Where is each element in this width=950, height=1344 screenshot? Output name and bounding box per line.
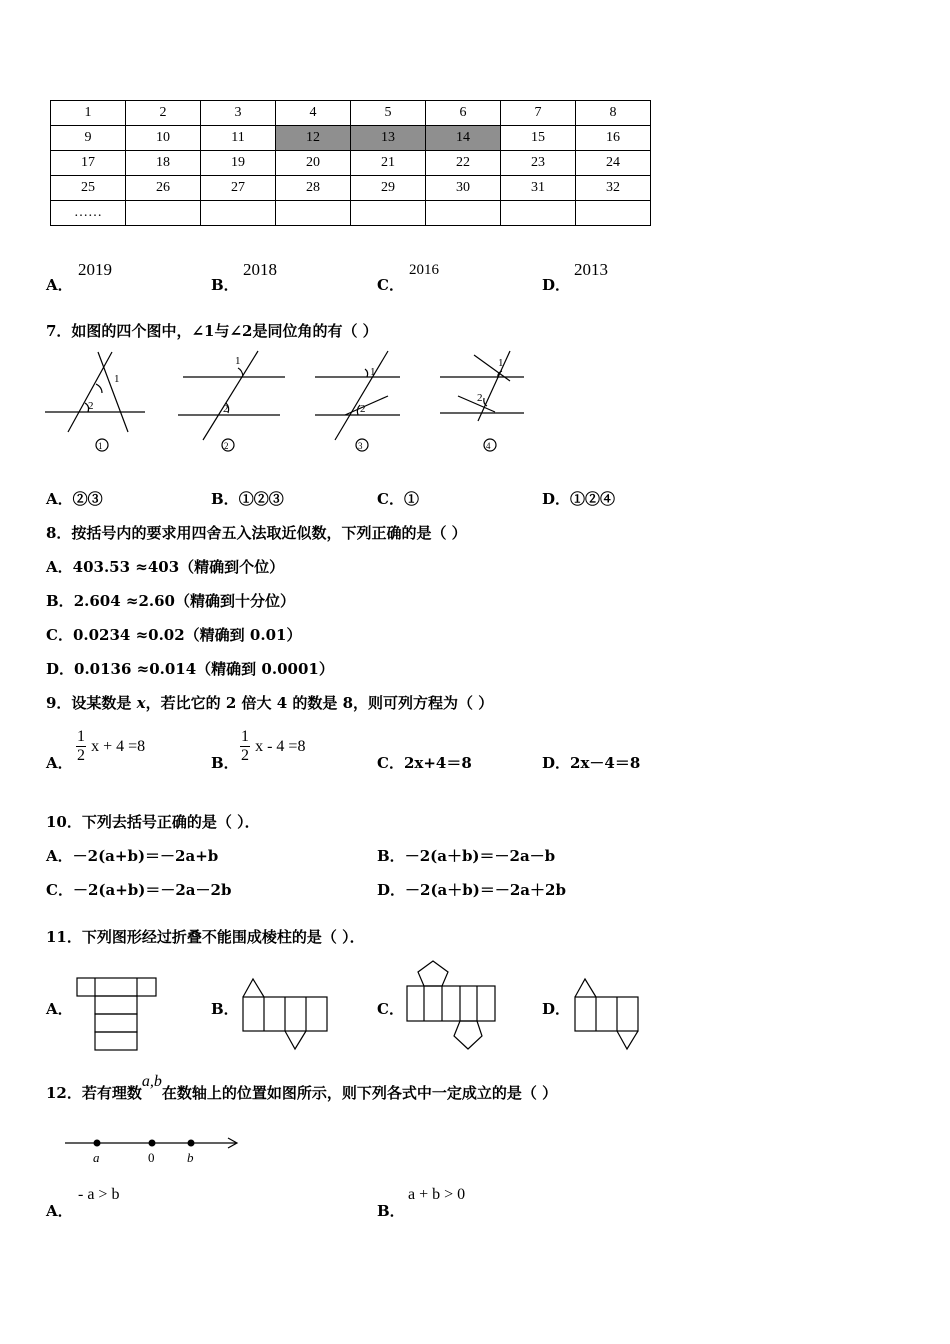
table-cell: 3 [201,101,276,126]
q11-option-b-label: B． [211,1000,239,1018]
q6-option-a-value: 2019 [78,260,112,279]
q10-option-c: C．－2(a+b)＝－2a－2b [46,881,232,899]
table-cell: 25 [51,176,126,201]
q6-option-c-value: 2016 [409,262,439,278]
table-cell: 6 [426,101,501,126]
table-cell: 23 [501,151,576,176]
q11-net-c [404,958,500,1054]
q10-option-a: A．－2(a+b)＝－2a+b [46,847,219,865]
table-cell: 5 [351,101,426,126]
table-cell: 2 [126,101,201,126]
q11-option-d-label: D． [542,1000,571,1018]
table-cell [351,201,426,226]
table-cell: 30 [426,176,501,201]
q8-option-b: B．2.604 ≈2.60（精确到十分位） [46,592,295,610]
q6-option-a-label: A． [46,276,73,294]
table-cell: 8 [576,101,651,126]
q7-figures [40,346,540,458]
table-cell: 27 [201,176,276,201]
table-cell: 17 [51,151,126,176]
table-cell [576,201,651,226]
q10-option-d: D．－2(a＋b)＝－2a＋2b [377,881,566,899]
q6-option-c-label: C． [377,276,404,294]
table-cell: 28 [276,176,351,201]
q8-stem: 8．按括号内的要求用四舍五入法取近似数，下列正确的是（ ） [46,524,467,542]
q11-net-d [572,975,644,1055]
table-row [51,201,651,226]
q12-option-b-label: B． [377,1202,405,1220]
q6-option-b-label: B． [211,276,239,294]
svg-text:1: 1 [498,357,504,369]
q12-stem: 12．若有理数a,b在数轴上的位置如图所示，则下列各式中一定成立的是（ ） [46,1073,558,1102]
table-cell: 10 [126,126,201,151]
q7-option-a: A．②③ [46,490,103,508]
q6-option-b-value: 2018 [243,260,277,279]
svg-text:4: 4 [486,441,491,451]
q7-stem: 7．如图的四个图中，∠1与∠2是同位角的有（ ） [46,322,378,340]
point-b [188,1140,195,1147]
table-cell [501,201,576,226]
q7-option-b: B．①②③ [211,490,284,508]
table-cell: 20 [276,151,351,176]
table-cell: 32 [576,176,651,201]
point-a [94,1140,101,1147]
axis-label-zero: 0 [148,1150,155,1165]
q12-number-line [60,1130,250,1170]
table-cell: 16 [576,126,651,151]
q10-option-b: B．－2(a＋b)＝－2a－b [377,847,556,865]
q9-option-a-equation: $\frac{1}{2}$ x + 4 =8 [77,728,146,764]
axis-label-a: a [93,1150,100,1165]
table-row [51,126,651,151]
table-row [51,176,651,201]
q11-option-c-label: C． [377,1000,404,1018]
table-cell: 15 [501,126,576,151]
q8-option-c: C．0.0234 ≈0.02（精确到 0.01） [46,626,302,644]
svg-text:1: 1 [98,441,103,451]
table-cell: 13 [351,126,426,151]
table-cell: 18 [126,151,201,176]
q7-option-d: D．①②④ [542,490,616,508]
q12-option-a-label: A． [46,1202,73,1220]
svg-text:2: 2 [224,441,229,451]
svg-text:1: 1 [235,355,241,367]
svg-text:2: 2 [360,403,366,415]
table-cell: 31 [501,176,576,201]
number-grid-table [50,100,651,226]
table-row [51,101,651,126]
q9-option-a-label: A． [46,754,73,772]
table-cell: 14 [426,126,501,151]
q9-option-b-equation: $\frac{1}{2}$ x - 4 =8 [241,728,306,764]
table-row [51,151,651,176]
q11-option-a-label: A． [46,1000,73,1018]
svg-text:1: 1 [370,366,376,378]
q9-option-d: D．2x－4＝8 [542,754,641,772]
table-cell: 12 [276,126,351,151]
table-cell: 19 [201,151,276,176]
table-cell: …… [51,201,126,226]
q10-stem: 10．下列去括号正确的是（ ）． [46,813,260,831]
q8-option-a: A．403.53 ≈403（精确到个位） [46,558,285,576]
table-cell: 21 [351,151,426,176]
table-cell [126,201,201,226]
axis-label-b: b [187,1150,194,1165]
table-cell: 1 [51,101,126,126]
fig1-angle-1: 1 [114,373,120,385]
table-cell [276,201,351,226]
q6-option-d-value: 2013 [574,260,608,279]
q11-net-b [240,975,332,1055]
table-cell: 11 [201,126,276,151]
svg-text:3: 3 [358,441,363,451]
table-cell: 22 [426,151,501,176]
table-cell: 26 [126,176,201,201]
svg-text:2: 2 [477,392,483,404]
q8-option-d: D．0.0136 ≈0.014（精确到 0.0001） [46,660,334,678]
table-cell: 9 [51,126,126,151]
q7-option-c: C．① [377,490,419,508]
table-cell: 7 [501,101,576,126]
fig1-angle-2: 2 [88,400,94,412]
q9-stem: 9．设某数是 x，若比它的 2 倍大 4 的数是 8，则可列方程为（ ） [46,694,494,712]
q6-option-d-label: D． [542,276,571,294]
q12-option-b-value: a + b > 0 [408,1186,466,1203]
q9-option-c: C．2x+4＝8 [377,754,472,772]
table-cell: 29 [351,176,426,201]
table-cell: 24 [576,151,651,176]
point-zero [149,1140,156,1147]
q11-net-a [74,975,160,1055]
q9-option-b-label: B． [211,754,239,772]
fig1-transversal-a [68,352,112,432]
svg-text:2: 2 [223,403,229,415]
table-cell: 4 [276,101,351,126]
q12-option-a-value: - a > b [78,1186,120,1203]
table-cell [426,201,501,226]
table-cell [201,201,276,226]
q11-stem: 11．下列图形经过折叠不能围成棱柱的是（ ）． [46,928,365,946]
